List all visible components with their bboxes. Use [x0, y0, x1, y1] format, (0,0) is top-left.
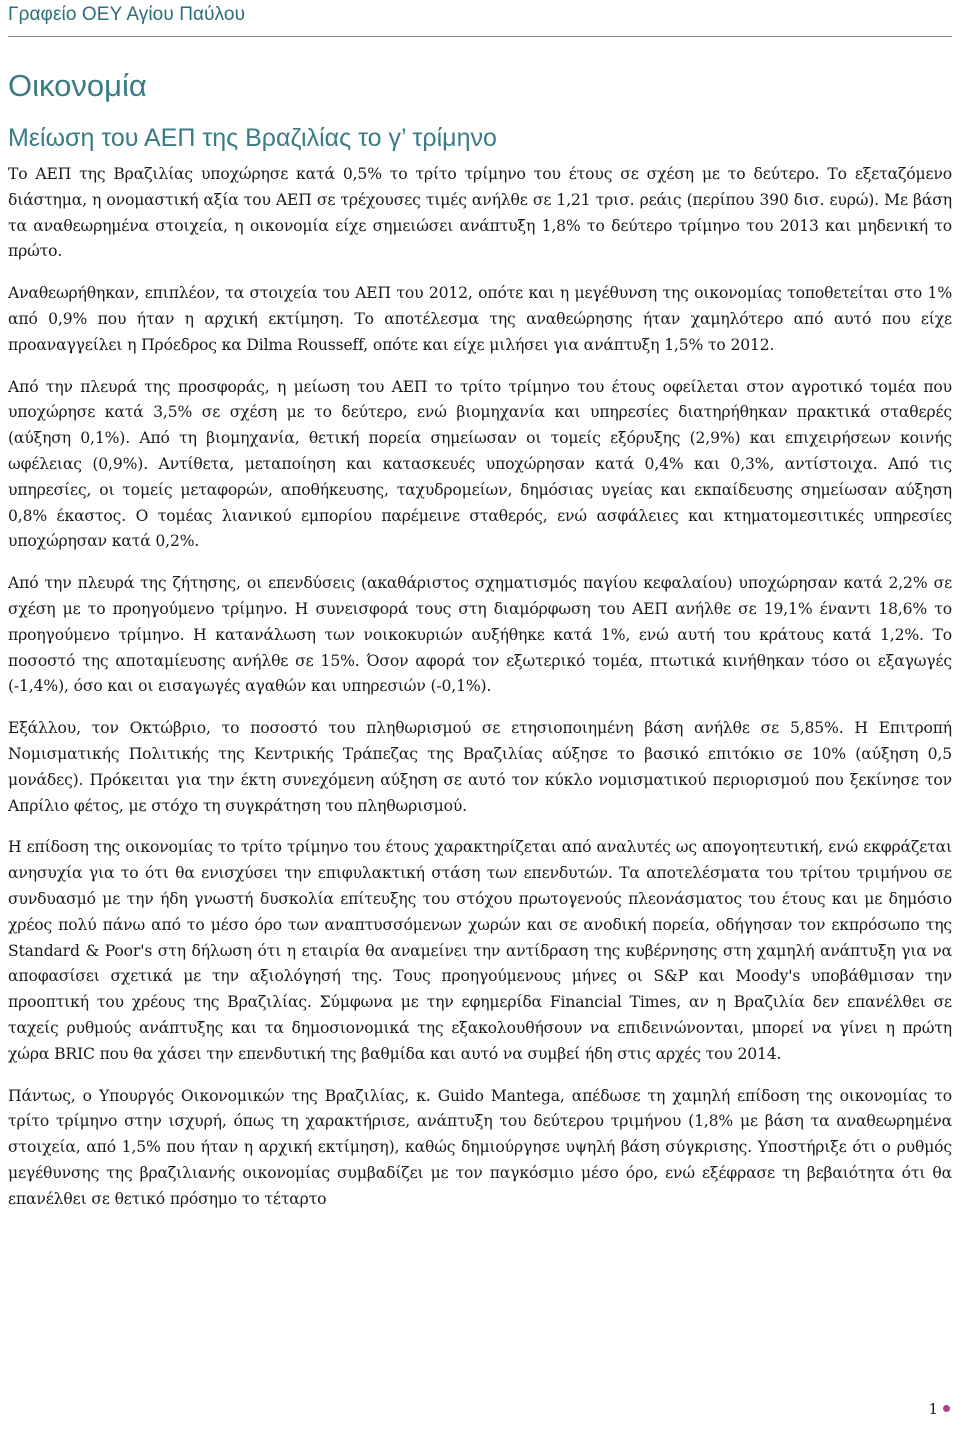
header-title: Γραφείο ΟΕΥ Αγίου Παύλου [8, 4, 246, 25]
page-footer [0, 1392, 960, 1432]
article-body [8, 162, 952, 1228]
paragraph-6: Η επίδοση της οικονομίας το τρίτο τρίμηνο του έτους χαρακτηρίζεται από αναλυτές ως απογοητευτική, ενώ εκφράζεται ανησυχία για το ότι θα ενισχύσει την επιφυλακτική στάση των επενδυτών. Τα αποτελέσματα του τρίτου τριμήνου σε συνδυασμό με την ήδη γνωστή δυσκολία επίτευξης του στόχου πρωτογενούς πλεονάσματος του έτους και με δημόσιο χρέος πολύ πάνω από το μέσο όρο των αναπτυσσόμενων χωρών και σε ανοδική πορεία, οδήγησαν τον εκπρόσωπο της Standard & Poor's στη δήλωση ότι η εταιρία θα αναμείνει την αντίδραση της κυβέρνησης στη χαμηλή ανάπτυξη για να αποφασίσει σχετικά με την αξιολόγησή της. Τους προηγούμενους μήνες οι S&P και Moody's υποβάθμισαν την προοπτική του χρέους της Βραζιλίας. Σύμφωνα με την εφημερίδα Financial Times, αν η Βραζιλία δεν επανέλθει σε ταχείς ρυθμούς ανάπτυξης και τα δημοσιονομικά της εξακολουθήσουν να επιδεινώνονται, μπορεί να γίνει η πρώτη χώρα BRIC που θα χάσει την επενδυτική της βαθμίδα και αυτό να συμβεί ήδη στις αρχές του 2014. [8, 838, 952, 1063]
article-title: Μείωση του ΑΕΠ της Βραζιλίας το γ’ τρίμηνο [8, 124, 497, 152]
paragraph-3: Από την πλευρά της προσφοράς, η μείωση του ΑΕΠ το τρίτο τρίμηνο του έτους οφείλεται στον αγροτικό τομέα που υποχώρησε κατά 3,5% σε σχέση με το δεύτερο, ενώ βιομηχανία και υπηρεσίες διατηρήθηκαν πρακτικά σταθερές (αύξηση 0,1%). Από τη βιομηχανία, θετική πορεία σημείωσαν οι τομείς εξόρυξης (2,9%) και επιχειρήσεων κοινής ωφέλειας (0,9%). Αντίθετα, μεταποίηση και κατασκευές υποχώρησαν κατά 0,4% και 0,3%, αντίστοιχα. Από τις υπηρεσίες, οι τομείς μεταφορών, αποθήκευσης, ταχυδρομείων, δημόσιας υγείας και εκπαίδευσης σημείωσαν αύξηση 0,8% έκαστος. Ο τομέας λιανικού εμπορίου παρέμεινε σταθερός, ενώ ασφάλειες και κτηματομεσιτικές υπηρεσίες υποχώρησαν κατά 0,2%. [8, 377, 952, 551]
page-header [8, 0, 952, 37]
page-number: 1 [928, 1400, 938, 1418]
paragraph-7: Πάντως, ο Υπουργός Οικονομικών της Βραζιλίας, κ. Guido Mantega, απέδωσε τη χαμηλή επίδοση της οικονομίας το τρίτο τρίμηνο στην ισχυρή, όπως τη χαρακτήρισε, ανάπτυξη του δεύτερου τριμήνου (1,8% με βάση τα αναθεωρημένα στοιχεία, από 1,5% που ήταν η αρχική εκτίμηση), καθώς δημιούργησε υψηλή βάση σύγκρισης. Υποστήριξε ότι ο ρυθμός μεγέθυνσης της βραζιλιανής οικονομίας συμβαδίζει με τον παγκόσμιο μέσο όρο, ενώ εξέφρασε τη βεβαιότητα ότι θα επανέλθει σε θετικό πρόσημο το τέταρτο [8, 1086, 952, 1208]
section-title: Οικονομία [8, 68, 147, 103]
paragraph-1: Το ΑΕΠ της Βραζιλίας υποχώρησε κατά 0,5% το τρίτο τρίμηνο του έτους σε σχέση με το δεύτερο. Το εξεταζόμενο διάστημα, η ονομαστική αξία του ΑΕΠ σε τρέχουσες τιμές ανήλθε σε 1,21 τρισ. ρεάις (περίπου 390 δισ. ευρώ). Με βάση τα αναθεωρημένα στοιχεία, η οικονομία είχε σημειώσει ανάπτυξη 1,8% το δεύτερο τρίμηνο του 2013 και μηδενική το πρώτο. [8, 165, 952, 261]
paragraph-4: Από την πλευρά της ζήτησης, οι επενδύσεις (ακαθάριστος σχηματισμός παγίου κεφαλαίου) υποχώρησαν κατά 2,2% σε σχέση με το προηγούμενο τρίμηνο. Η συνεισφορά τους στη διαμόρφωση του ΑΕΠ ανήλθε σε 19,1% έναντι 18,6% το προηγούμενο τρίμηνο. Η κατανάλωση των νοικοκυριών αυξήθηκε κατά 1%, ενώ αυτή του κράτους κατά 1,2%. Το ποσοστό της αποταμίευσης ανήλθε σε 15%. Όσον αφορά τον εξωτερικό τομέα, πτωτικά κινήθηκαν τόσο οι εξαγωγές (-1,4%), όσο και οι εισαγωγές αγαθών και υπηρεσιών (-0,1%). [8, 574, 952, 696]
paragraph-5: Εξάλλου, τον Οκτώβριο, το ποσοστό του πληθωρισμού σε ετησιοποιημένη βάση ανήλθε σε 5,85%. Η Επιτροπή Νομισματικής Πολιτικής της Κεντρικής Τράπεζας της Βραζιλίας αύξησε το βασικό επιτόκιο σε 10% (αύξηση 0,5 μονάδες). Πρόκειται για την έκτη συνεχόμενη αύξηση σε αυτό τον κύκλο νομισματικού περιορισμού που ξεκίνησε τον Απρίλιο φέτος, με στόχο τη συγκράτηση του πληθωρισμού. [8, 719, 952, 815]
paragraph-2: Αναθεωρήθηκαν, επιπλέον, τα στοιχεία του ΑΕΠ του 2012, οπότε και η μεγέθυνση της οικονομίας τοποθετείται στο 1% από 0,9% που ήταν η αρχική εκτίμηση. Το αποτέλεσμα της αναθεώρησης ήταν χαμηλότερο από αυτό που είχε προαναγγείλει η Πρόεδρος κα Dilma Rousseff, οπότε και είχε μιλήσει για ανάπτυξη 1,5% το 2012. [8, 284, 952, 354]
bullet-dot-icon [943, 1405, 950, 1412]
